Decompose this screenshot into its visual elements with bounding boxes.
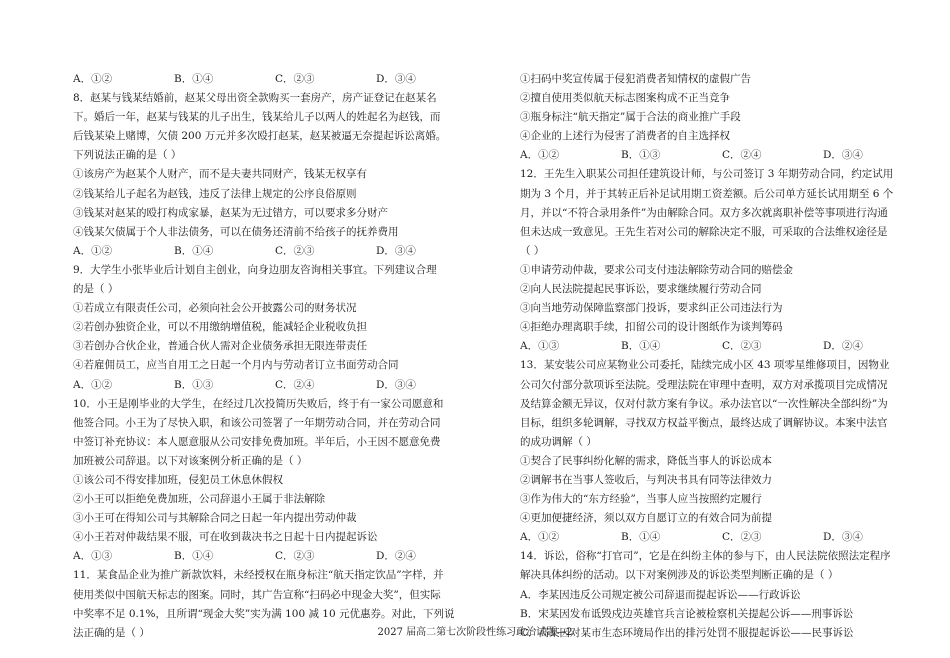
text-line: 下列说法正确的是（ ） [73,149,182,162]
text-line: ②调解书在当事人签收后，与判决书具有同等法律效力 [520,473,772,486]
text-line: ④钱某欠债属于个人非法债务，可以在债务还清前不给孩子的抚养费用 [73,225,399,238]
text-line: 13．某安装公司应某物业公司委托，陆续完成小区 43 项零星维修项目，因物业 [520,359,890,372]
page-footer: 2027 届高二第七次阶段性练习政治试题—2 [377,627,573,638]
answer-option: A．①② [520,149,560,162]
text-line: ③小王可在得知公司与其解除合同之日起一年内提出劳动仲裁 [73,512,357,525]
text-line: ④更加便捷经济，须以双方自愿订立的有效合同为前提 [520,512,772,525]
answer-option: C．②③ [722,531,762,544]
text-line: ②若创办独资企业，可以不用缴纳增值税，能减轻企业税收负担 [73,321,367,334]
text-line: ③作为伟大的“东方经验”，当事人应当按照约定履行 [520,493,762,506]
right-column [520,70,925,643]
answer-option: B．①④ [621,531,661,544]
text-line: 11．某食品企业为推广新款饮料，未经授权在瓶身标注“航天指定饮品”字样，并 [73,569,444,582]
text-line: 公司欠付部分款项诉至法院。受理法院在审理中查明，双方对承揽项目完成情况 [520,378,888,391]
left-column [73,70,478,643]
answer-option: A．①② [520,531,560,544]
text-line: 法正确的是（ ） [73,626,150,639]
text-line: ④若雇佣员工，应当自用工之日起一个月内与劳动者订立书面劳动合同 [73,359,399,372]
text-line: 下。婚后一年，赵某与钱某的儿子出生，钱某给儿子以两人的姓起名为赵钱，而 [73,111,441,124]
text-line: 目标，组织多轮调解，寻找双方权益平衡点，最终达成了调解协议。本案中法官 [520,416,888,429]
answer-options-row [520,146,925,165]
text-line: ①若成立有限责任公司，必须向社会公开披露公司的财务状况 [73,302,357,315]
text-line: ④小王若对仲裁结果不服，可在收到裁决书之日起十日内提起诉讼 [73,531,378,544]
text-line: ①该房产为赵某个人财产，而不是夫妻共同财产，钱某无权享有 [73,168,367,181]
text-line: ②向人民法院提起民事诉讼，要求继续履行劳动合同 [520,283,762,296]
text-line: ②擅自使用类似航天标志图案构成不正当竞争 [520,92,730,105]
text-line: ①契合了民事纠纷化解的需求，降低当事人的诉讼成本 [520,454,772,467]
text-line: 加班被公司辞退。以下对该案例分析正确的是（ ） [73,454,308,467]
answer-option: D．③④ [376,378,416,391]
answer-option: C．②④ [275,378,315,391]
text-line: 中签订补充协议：本人愿意服从公司安排免费加班。半年后，小王因不愿意免费 [73,435,441,448]
text-line: 月，并以“不符合录用条件”为由解除合同。双方多次就离职补偿等事项进行沟通 [520,206,888,219]
answer-option: D．③④ [376,73,416,85]
answer-option: B．①④ [174,244,214,257]
text-line: A．李某因违反公司规定被公司辞退而提起诉讼——行政诉讼 [520,588,801,601]
answer-option: B．①③ [174,378,214,391]
text-line: 中奖率不足 0.1%，且所谓“现金大奖”实为满 100 减 10 元优惠券。对此，下列说 [73,607,455,620]
answer-option: C．②③ [275,73,315,85]
text-line: ③向当地劳动保障监察部门投诉，要求纠正公司违法行为 [520,302,783,315]
answer-option: D．②④ [376,550,416,563]
answer-option: A．①② [73,378,113,391]
answer-options-row [73,242,478,261]
text-line: ①扫码中奖宣传属于侵犯消费者知情权的虚假广告 [520,73,751,85]
text-line: ②钱某给儿子起名为赵钱，违反了法律上规定的公序良俗原则 [73,187,357,200]
answer-option: C．②③ [275,244,315,257]
answer-options-row [73,70,478,89]
answer-option: C．②④ [722,149,762,162]
answer-option: A．①② [73,73,113,85]
text-line: 期为 3 个月，并于其转正后补足试用期工资差额。后公司单方延长试用期至 6 个 [520,187,894,200]
text-line: ④企业的上述行为侵害了消费者的自主选择权 [520,130,730,143]
text-line: 解决具体纠纷的活动。以下对案例涉及的诉讼类型判断正确的是（ ） [520,569,839,582]
text-line: ①该公司不得安排加班，侵犯员工休息休假权 [73,473,283,486]
text-line: 的是（ ） [73,283,119,296]
answer-option: C．②③ [275,550,315,563]
answer-option: D．③④ [823,149,863,162]
text-line: ④拒绝办理离职手续，扣留公司的设计图纸作为谈判筹码 [520,321,783,334]
text-line: ②小王可以拒绝免费加班，公司辞退小王属于非法解除 [73,493,325,506]
answer-options-row [73,376,478,395]
answer-option: C．②③ [722,340,762,353]
answer-option: B．①④ [174,73,214,85]
answer-option: B．①④ [174,550,214,563]
answer-option: D．③④ [823,531,863,544]
answer-option: B．①④ [621,340,661,353]
answer-option: A．①② [73,244,113,257]
text-line: B．宋某因发布诋毁戍边英雄官兵言论被检察机关提起公诉——刑事诉讼 [520,607,854,620]
answer-option: A．①③ [73,550,113,563]
text-line: ③瓶身标注“航天指定”属于合法的商业推广手段 [520,111,741,124]
text-line: 使用类似中国航天标志的图案。同时，其广告宣称“扫码必中现金大奖”，但实际 [73,588,441,601]
answer-option: D．②④ [823,340,863,353]
text-line: （ ） [520,244,545,257]
text-line: 后钱某染上赌博，欠债 200 万元并多次殴打赵某，赵某被逼无奈提起诉讼离婚。 [73,130,447,143]
text-line: ①申请劳动仲裁，要求公司支付违法解除劳动合同的赔偿金 [520,263,793,276]
answer-options-row [73,547,478,566]
text-line: ③若创办合伙企业，普通合伙人需对企业债务承担无限连带责任 [73,340,367,353]
text-line: 10．小王是刚毕业的大学生，在经过几次投简历失败后，终于有一家公司愿意和 [73,397,444,410]
text-line: 9．大学生小张毕业后计划自主创业，向身边朋友咨询相关事宜。下列建议合理 [73,263,437,276]
text-line: 8．赵某与钱某结婚前，赵某父母出资全款购买一套房产，房产证登记在赵某名 [73,92,437,105]
text-line: C．高某因对某市生态环境局作出的排污处罚不服提起诉讼——民事诉讼 [520,626,854,639]
answer-options-row [520,337,925,356]
answer-option: D．③④ [376,244,416,257]
text-line: ③钱某对赵某的殴打构成家暴，赵某为无过错方，可以要求多分财产 [73,206,388,219]
text-line: 及结算金额无异议，仅对付款方案有争议。承办法官以“一次性解决全部纠纷”为 [520,397,888,410]
text-line: 他签合同。小王为了尽快入职，和该公司签署了一年期劳动合同，并在劳动合同 [73,416,441,429]
text-line: 14．诉讼，俗称“打官司”，它是在纠纷主体的参与下，由人民法院依照法定程序 [520,550,891,563]
answer-options-row [520,528,925,547]
text-line: 但未达成一致意见。王先生若对公司的解除决定不服，可采取的合法维权途径是 [520,225,888,238]
text-line: 的成功调解（ ） [520,435,597,448]
text-line: 12．王先生入职某公司担任建筑设计师，与公司签订 3 年期劳动合同，约定试用 [520,168,894,181]
answer-option: B．①③ [621,149,661,162]
answer-option: A．①③ [520,340,560,353]
